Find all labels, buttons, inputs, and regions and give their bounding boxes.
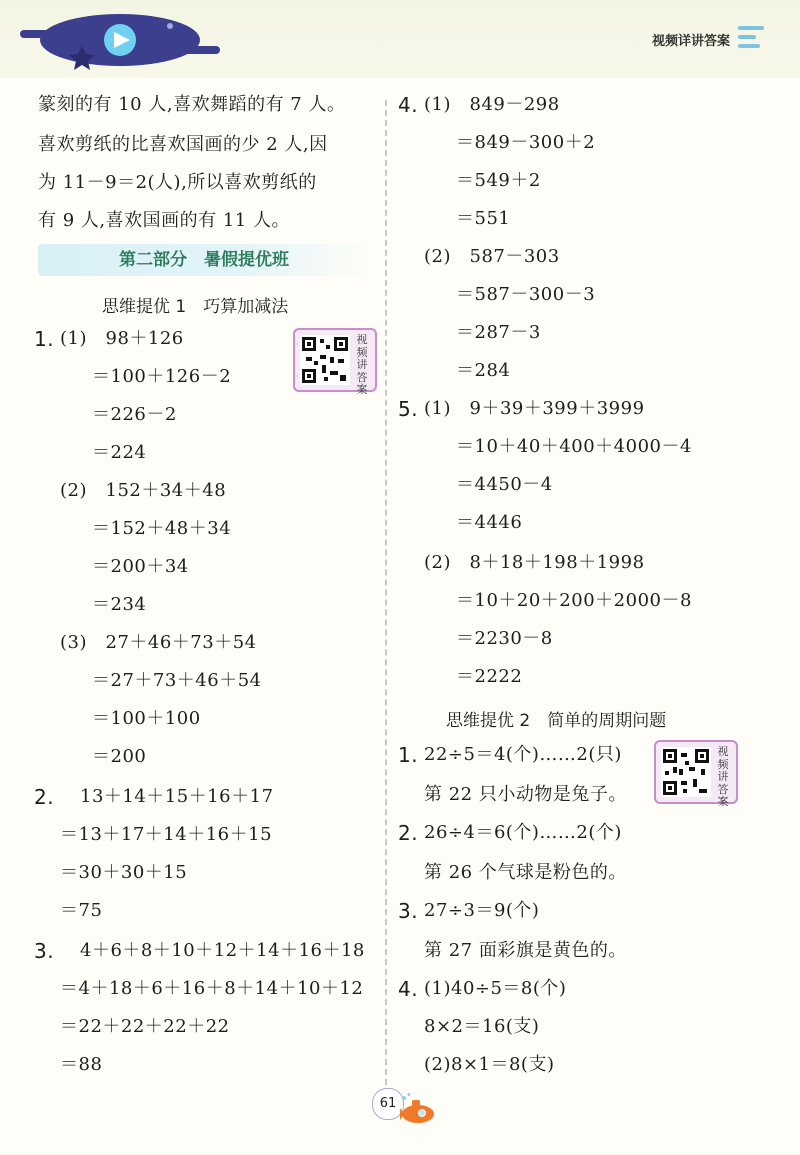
math-line: ＝587－300－3 — [456, 284, 596, 305]
lesson-title: 思维提优 2 简单的周期问题 — [446, 711, 667, 731]
question-number: 3. — [398, 899, 419, 923]
math-line: ＝551 — [456, 208, 511, 229]
section-header-bar — [38, 244, 370, 276]
math-line: ＝27＋73＋46＋54 — [92, 670, 262, 691]
answer-line: 第 26 个气球是粉色的。 — [424, 862, 627, 883]
math-line: ＝200＋34 — [92, 556, 189, 577]
math-line: (1) 9＋39＋399＋3999 — [424, 398, 645, 419]
page-number: 61 — [372, 1088, 404, 1120]
math-line: ＝13＋17＋14＋16＋15 — [60, 824, 273, 845]
math-line: (1) 98＋126 — [60, 328, 184, 349]
column-divider — [385, 100, 387, 1085]
question-number: 2. — [34, 785, 55, 809]
question-number: 2. — [398, 821, 419, 845]
qr-pattern-icon — [661, 747, 711, 797]
math-line: 8×2＝16(支) — [424, 1016, 540, 1037]
text-line: 篆刻的有 10 人,喜欢舞蹈的有 7 人。 — [38, 94, 346, 115]
question-number: 1. — [398, 743, 419, 767]
math-line: ＝849－300＋2 — [456, 132, 596, 153]
section-title: 第二部分 暑假提优班 — [119, 250, 289, 270]
math-line: ＝4＋18＋6＋16＋8＋14＋10＋12 — [60, 978, 364, 999]
question-number: 4. — [398, 93, 419, 117]
question-number: 4. — [398, 977, 419, 1001]
math-line: ＝224 — [92, 442, 147, 463]
question-number: 3. — [34, 939, 55, 963]
text-line: 有 9 人,喜欢国画的有 11 人。 — [38, 210, 290, 231]
math-line: ＝200 — [92, 746, 147, 767]
submarine-icon — [396, 1092, 438, 1126]
math-line: ＝10＋20＋200＋2000－8 — [456, 590, 692, 611]
math-line: 22÷5＝4(个)……2(只) — [424, 744, 622, 765]
math-line: ＝2230－8 — [456, 628, 553, 649]
math-line: ＝234 — [92, 594, 147, 615]
question-number: 5. — [398, 397, 419, 421]
math-line: ＝100＋126－2 — [92, 366, 232, 387]
menu-bars-icon — [738, 26, 764, 52]
math-line: ＝88 — [60, 1054, 103, 1075]
math-line: ＝226－2 — [92, 404, 177, 425]
math-line: (1) 849－298 — [424, 94, 560, 115]
text-line: 为 11－9＝2(人),所以喜欢剪纸的 — [38, 172, 317, 193]
math-line: ＝75 — [60, 900, 103, 921]
math-line: ＝2222 — [456, 666, 523, 687]
math-line: ＝100＋100 — [92, 708, 201, 729]
math-line: ＝4446 — [456, 512, 523, 533]
math-line: ＝549＋2 — [456, 170, 541, 191]
math-line: ＝284 — [456, 360, 511, 381]
math-line: (3) 27＋46＋73＋54 — [60, 632, 257, 653]
math-line: 26÷4＝6(个)……2(个) — [424, 822, 622, 843]
math-line: 4＋6＋8＋10＋12＋14＋16＋18 — [80, 940, 365, 961]
math-line: ＝22＋22＋22＋22 — [60, 1016, 230, 1037]
page-footer — [368, 1082, 438, 1132]
qr-code[interactable] — [293, 328, 377, 396]
math-line: (2) 8＋18＋198＋1998 — [424, 552, 645, 573]
text-line: 喜欢剪纸的比喜欢国画的少 2 人,因 — [38, 134, 328, 155]
math-line: (2) 152＋34＋48 — [60, 480, 227, 501]
submarine-banner-decoration — [20, 6, 220, 74]
math-line: 13＋14＋15＋16＋17 — [80, 786, 274, 807]
header-label: 视频详讲答案 — [651, 34, 730, 49]
math-line: (2) 587－303 — [424, 246, 560, 267]
lesson-title: 思维提优 1 巧算加减法 — [102, 297, 289, 317]
qr-pattern-icon — [300, 335, 350, 385]
question-number: 1. — [34, 327, 55, 351]
math-line: ＝4450－4 — [456, 474, 553, 495]
math-line: 27÷3＝9(个) — [424, 900, 540, 921]
answer-line: 第 27 面彩旗是黄色的。 — [424, 940, 627, 961]
qr-code[interactable] — [654, 740, 738, 808]
math-line: (2)8×1＝8(支) — [424, 1054, 555, 1075]
qr-label: 视频讲答案 — [717, 745, 729, 808]
math-line: ＝152＋48＋34 — [92, 518, 232, 539]
math-line: (1)40÷5＝8(个) — [424, 978, 567, 999]
math-line: ＝10＋40＋400＋4000－4 — [456, 436, 692, 457]
answer-line: 第 22 只小动物是兔子。 — [424, 784, 627, 805]
math-line: ＝287－3 — [456, 322, 541, 343]
qr-label: 视频讲答案 — [356, 333, 368, 396]
math-line: ＝30＋30＋15 — [60, 862, 188, 883]
